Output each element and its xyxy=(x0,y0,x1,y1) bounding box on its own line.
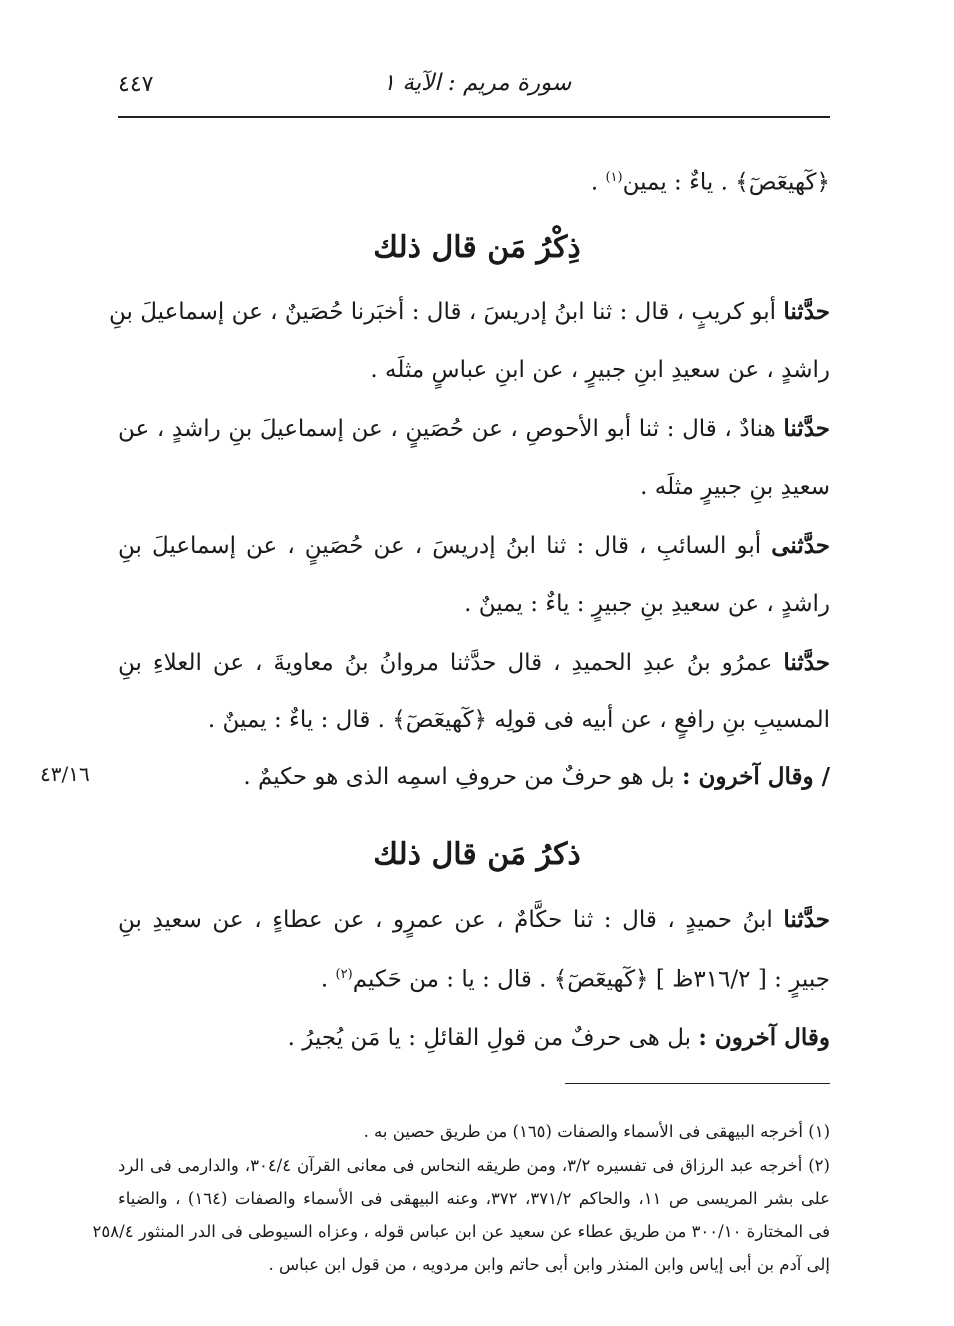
paragraph-2-line-1 xyxy=(118,409,830,449)
section-heading-1: ذِكْرُ مَن قال ذلك xyxy=(373,230,581,265)
footnote-2-line-2: على بشر المريسى ص ١١، والحاكم ٣٧١/٢، ٣٧٢، وعنه البيهقى فى الأسماء والصفات (١٦٤) ، والضياء xyxy=(118,1189,830,1208)
paragraph-6-line-2: جبيرٍ : [ ٣١٦/٢ظ ] ﴿كٓهيعٓصٓ﴾ . قال : يا : من حَكيم$^{(٢)}$ . xyxy=(320,966,830,993)
paragraph-6-lead: حدَّثنا xyxy=(783,906,831,933)
paragraph-5 xyxy=(118,757,830,797)
paragraph-4-text-1: عمرُو بنُ عبدِ الحميدِ ، قال حدَّثنا مروانُ بنُ معاويةَ ، عن العلاءِ بنِ xyxy=(118,650,773,676)
paragraph-7 xyxy=(118,1018,830,1058)
paragraph-1-text-1: أبو كريبٍ ، قال : ثنا ابنُ إدريسَ ، قال : أخبَرنا حُصَينٌ ، عن إسماعيلَ بنِ xyxy=(109,299,777,325)
paragraph-2-text-1: هنادٌ ، قال : ثنا أبو الأحوصِ ، عن حُصَينٍ ، عن إسماعيلَ بنِ راشدٍ ، عن xyxy=(118,416,776,442)
footnote-1: (١) أخرجه البيهقى فى الأسماء والصفات (١٦٥) من طريق حصين به . xyxy=(363,1122,830,1141)
paragraph-7-lead: وقال آخرون : xyxy=(698,1024,830,1051)
intro-line: ﴿كٓهيعٓصٓ﴾ . ياءٌ : يمين$^{(١)}$ . xyxy=(590,169,830,196)
paragraph-1-line-1 xyxy=(109,292,830,332)
paragraph-6-text-1: ابنُ حميدٍ ، قال : ثنا حكَّامٌ ، عن عمرٍو ، عن عطاءٍ ، عن سعيدِ بنِ xyxy=(118,907,773,933)
margin-reference: ٤٣/١٦ xyxy=(40,762,90,786)
footnote-marker-2: (٢) xyxy=(335,967,353,982)
intro-text: ﴿كٓهيعٓصٓ﴾ . ياءٌ : يمين xyxy=(622,169,830,196)
paragraph-5-text: بل هو حرفٌ من حروفِ اسمِه الذى هو حكيمٌ . xyxy=(243,764,675,790)
running-title: سورة مريم : الآية ١ xyxy=(382,70,572,96)
paragraph-6-line-1 xyxy=(118,900,830,940)
paragraph-3-line-1 xyxy=(118,526,830,566)
header-rule xyxy=(118,116,830,118)
paragraph-6-text-2: جبيرٍ : [ ٣١٦/٢ظ ] ﴿كٓهيعٓصٓ﴾ . قال : يا : من حَكيم xyxy=(352,966,830,993)
paragraph-7-text: بل هى حرفٌ من قولِ القائلِ : يا مَن يُجيرُ . xyxy=(287,1025,692,1051)
paragraph-3-line-2: راشدٍ ، عن سعيدِ بنِ جبيرٍ : ياءٌ : يمينٌ . xyxy=(464,591,830,617)
footnote-2-line-3: فى المختارة ٣٠٠/١٠ من طريق عطاء عن سعيد عن ابن عباس قوله ، وعزاه السيوطى فى الدر المنثور ٢٥٨/٤ xyxy=(92,1222,830,1241)
paragraph-5-lead: / وقال آخرون : xyxy=(681,763,830,790)
paragraph-3-text-1: أبو السائبِ ، قال : ثنا ابنُ إدريسَ ، عن حُصَينٍ ، عن إسماعيلَ بنِ xyxy=(118,533,762,559)
paragraph-2-lead: حدَّثنا xyxy=(783,415,830,442)
paragraph-3-lead: حدَّثنى xyxy=(771,532,831,559)
footnote-rule xyxy=(565,1083,830,1084)
paragraph-2-line-2: سعيدِ بنِ جبيرٍ مثلَه . xyxy=(640,474,830,500)
footnote-marker-1: (١) xyxy=(605,170,623,185)
section-heading-2: ذكرُ مَن قال ذلك xyxy=(373,837,581,872)
paragraph-4-lead: حدَّثنا xyxy=(783,649,831,676)
footnote-2-line-4: إلى آدم بن أبى إياس وابن المنذر وابن أبى حاتم وابن مردويه ، من قول ابن عباس . xyxy=(268,1255,830,1274)
paragraph-1-line-2: راشدٍ ، عن سعيدِ ابنِ جبيرٍ ، عن ابنِ عباسٍ مثلَه . xyxy=(370,357,830,383)
paragraph-1-lead: حدَّثنا xyxy=(783,298,830,325)
paragraph-4-line-1 xyxy=(118,643,830,683)
paragraph-4-line-2: المسيبِ بنِ رافعٍ ، عن أبيه فى قولِه ﴿كٓهيعٓصٓ﴾ . قال : ياءٌ : يمينٌ . xyxy=(207,707,830,733)
footnote-2-line-1: (٢) أخرجه عبد الرزاق فى تفسيره ٣/٢، ومن طريقه النحاس فى معانى القرآن ٣٠٤/٤، والدارمى فى الرد xyxy=(118,1156,830,1175)
page-number: ٤٤٧ xyxy=(118,72,154,97)
